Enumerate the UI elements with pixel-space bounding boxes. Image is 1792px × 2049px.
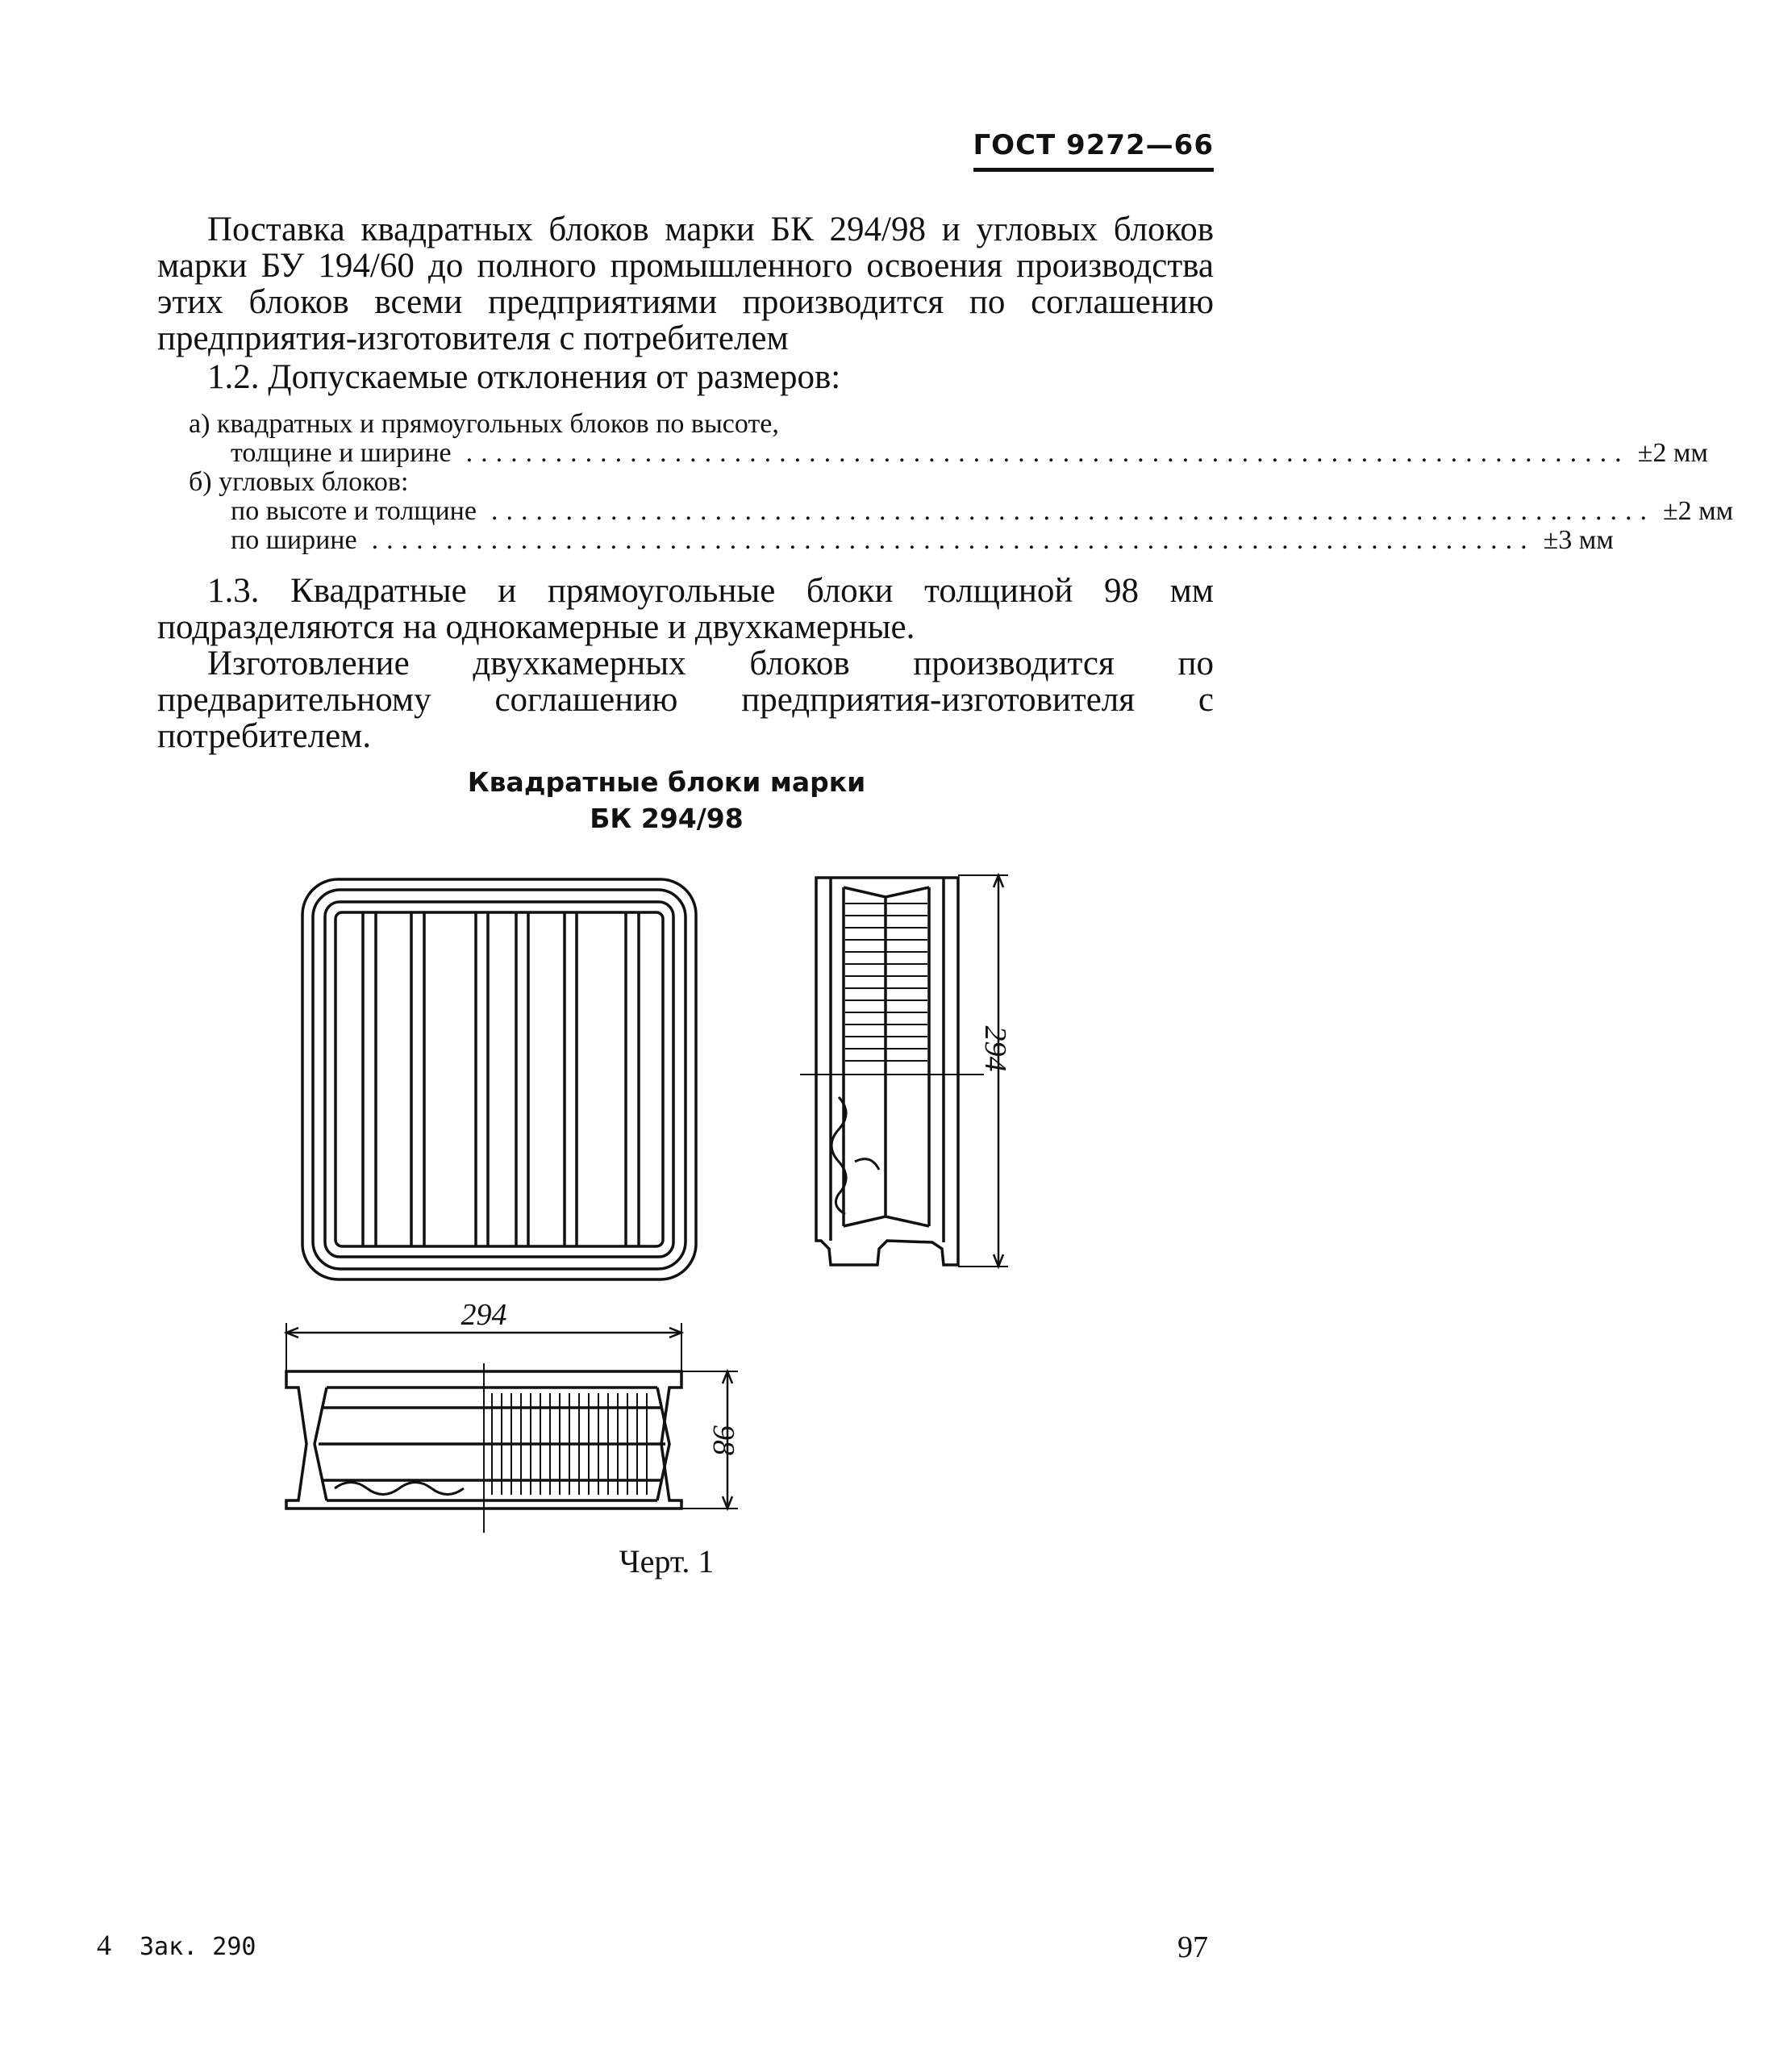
figure-title-line2: БК 294/98 [590,803,744,834]
footer-print-info [97,1928,256,1962]
paragraph-tolerances-intro-text: 1.2. Допускаемые отклонения от размеров: [207,358,841,396]
tolerance-label: б) угловых блоков: [189,467,409,497]
tolerance-label: толщине и ширине [231,438,452,468]
dimension-width-label: 294 [461,1298,507,1332]
tolerance-label: по высоте и толщине [231,496,477,526]
tolerance-value: ±2 мм [1662,496,1734,526]
dimension-height-label: 294 [978,1025,1012,1072]
paragraph-block-types [157,573,1214,754]
tolerance-row [189,496,1734,526]
paragraph-two-chamber-text: Изготовление двухкамерных блоков производится по предварительному соглашению предприятия-изготовителя с потребителем. [157,645,1214,755]
dimension-thickness-label: 98 [706,1425,740,1455]
tolerance-list [189,409,1734,555]
block-plan-view [286,1323,738,1533]
sheet-number: 4 [97,1929,111,1961]
tolerance-row [189,468,1132,497]
tolerance-value: ±3 мм [1543,525,1614,555]
tolerance-row [189,410,1132,439]
leader-dots: .............................................................................. [465,438,1630,468]
figure-title-line1: Квадратные блоки марки [467,766,866,798]
tolerance-value: ±2 мм [1637,438,1708,468]
block-side-view [800,875,1008,1267]
paragraph-supply [157,211,1214,357]
page-number: 97 [1177,1930,1208,1964]
leader-dots: .............................................................................. [490,496,1655,526]
side-view-ribs [845,903,927,1061]
tolerance-row [189,438,1708,468]
figure-caption: Черт. 1 [619,1543,715,1580]
order-number: Зак. 290 [140,1933,256,1961]
plan-view-ribs [492,1393,647,1495]
leader-dots: .............................................................................. [371,525,1536,555]
paragraph-supply-text: Поставка квадратных блоков марки БК 294/98 и угловых блоков марки БУ 194/60 до полного промышленного освоения производства этих блоков всеми предприятиями производится по соглашению предприятия-изготовителя с потребителем [157,211,1214,357]
paragraph-block-types-text: 1.3. Квадратные и прямоугольные блоки толщиной 98 мм подразделяются на однокамерные и двухкамерные. [157,572,1214,646]
tolerance-label: по ширине [231,525,357,555]
standard-code: ГОСТ 9272—66 [973,129,1215,172]
paragraph-tolerances-intro [157,359,1214,395]
tolerance-row [189,525,1614,555]
block-front-view [302,879,696,1279]
tolerance-label: а) квадратных и прямоугольных блоков по высоте, [189,409,779,439]
